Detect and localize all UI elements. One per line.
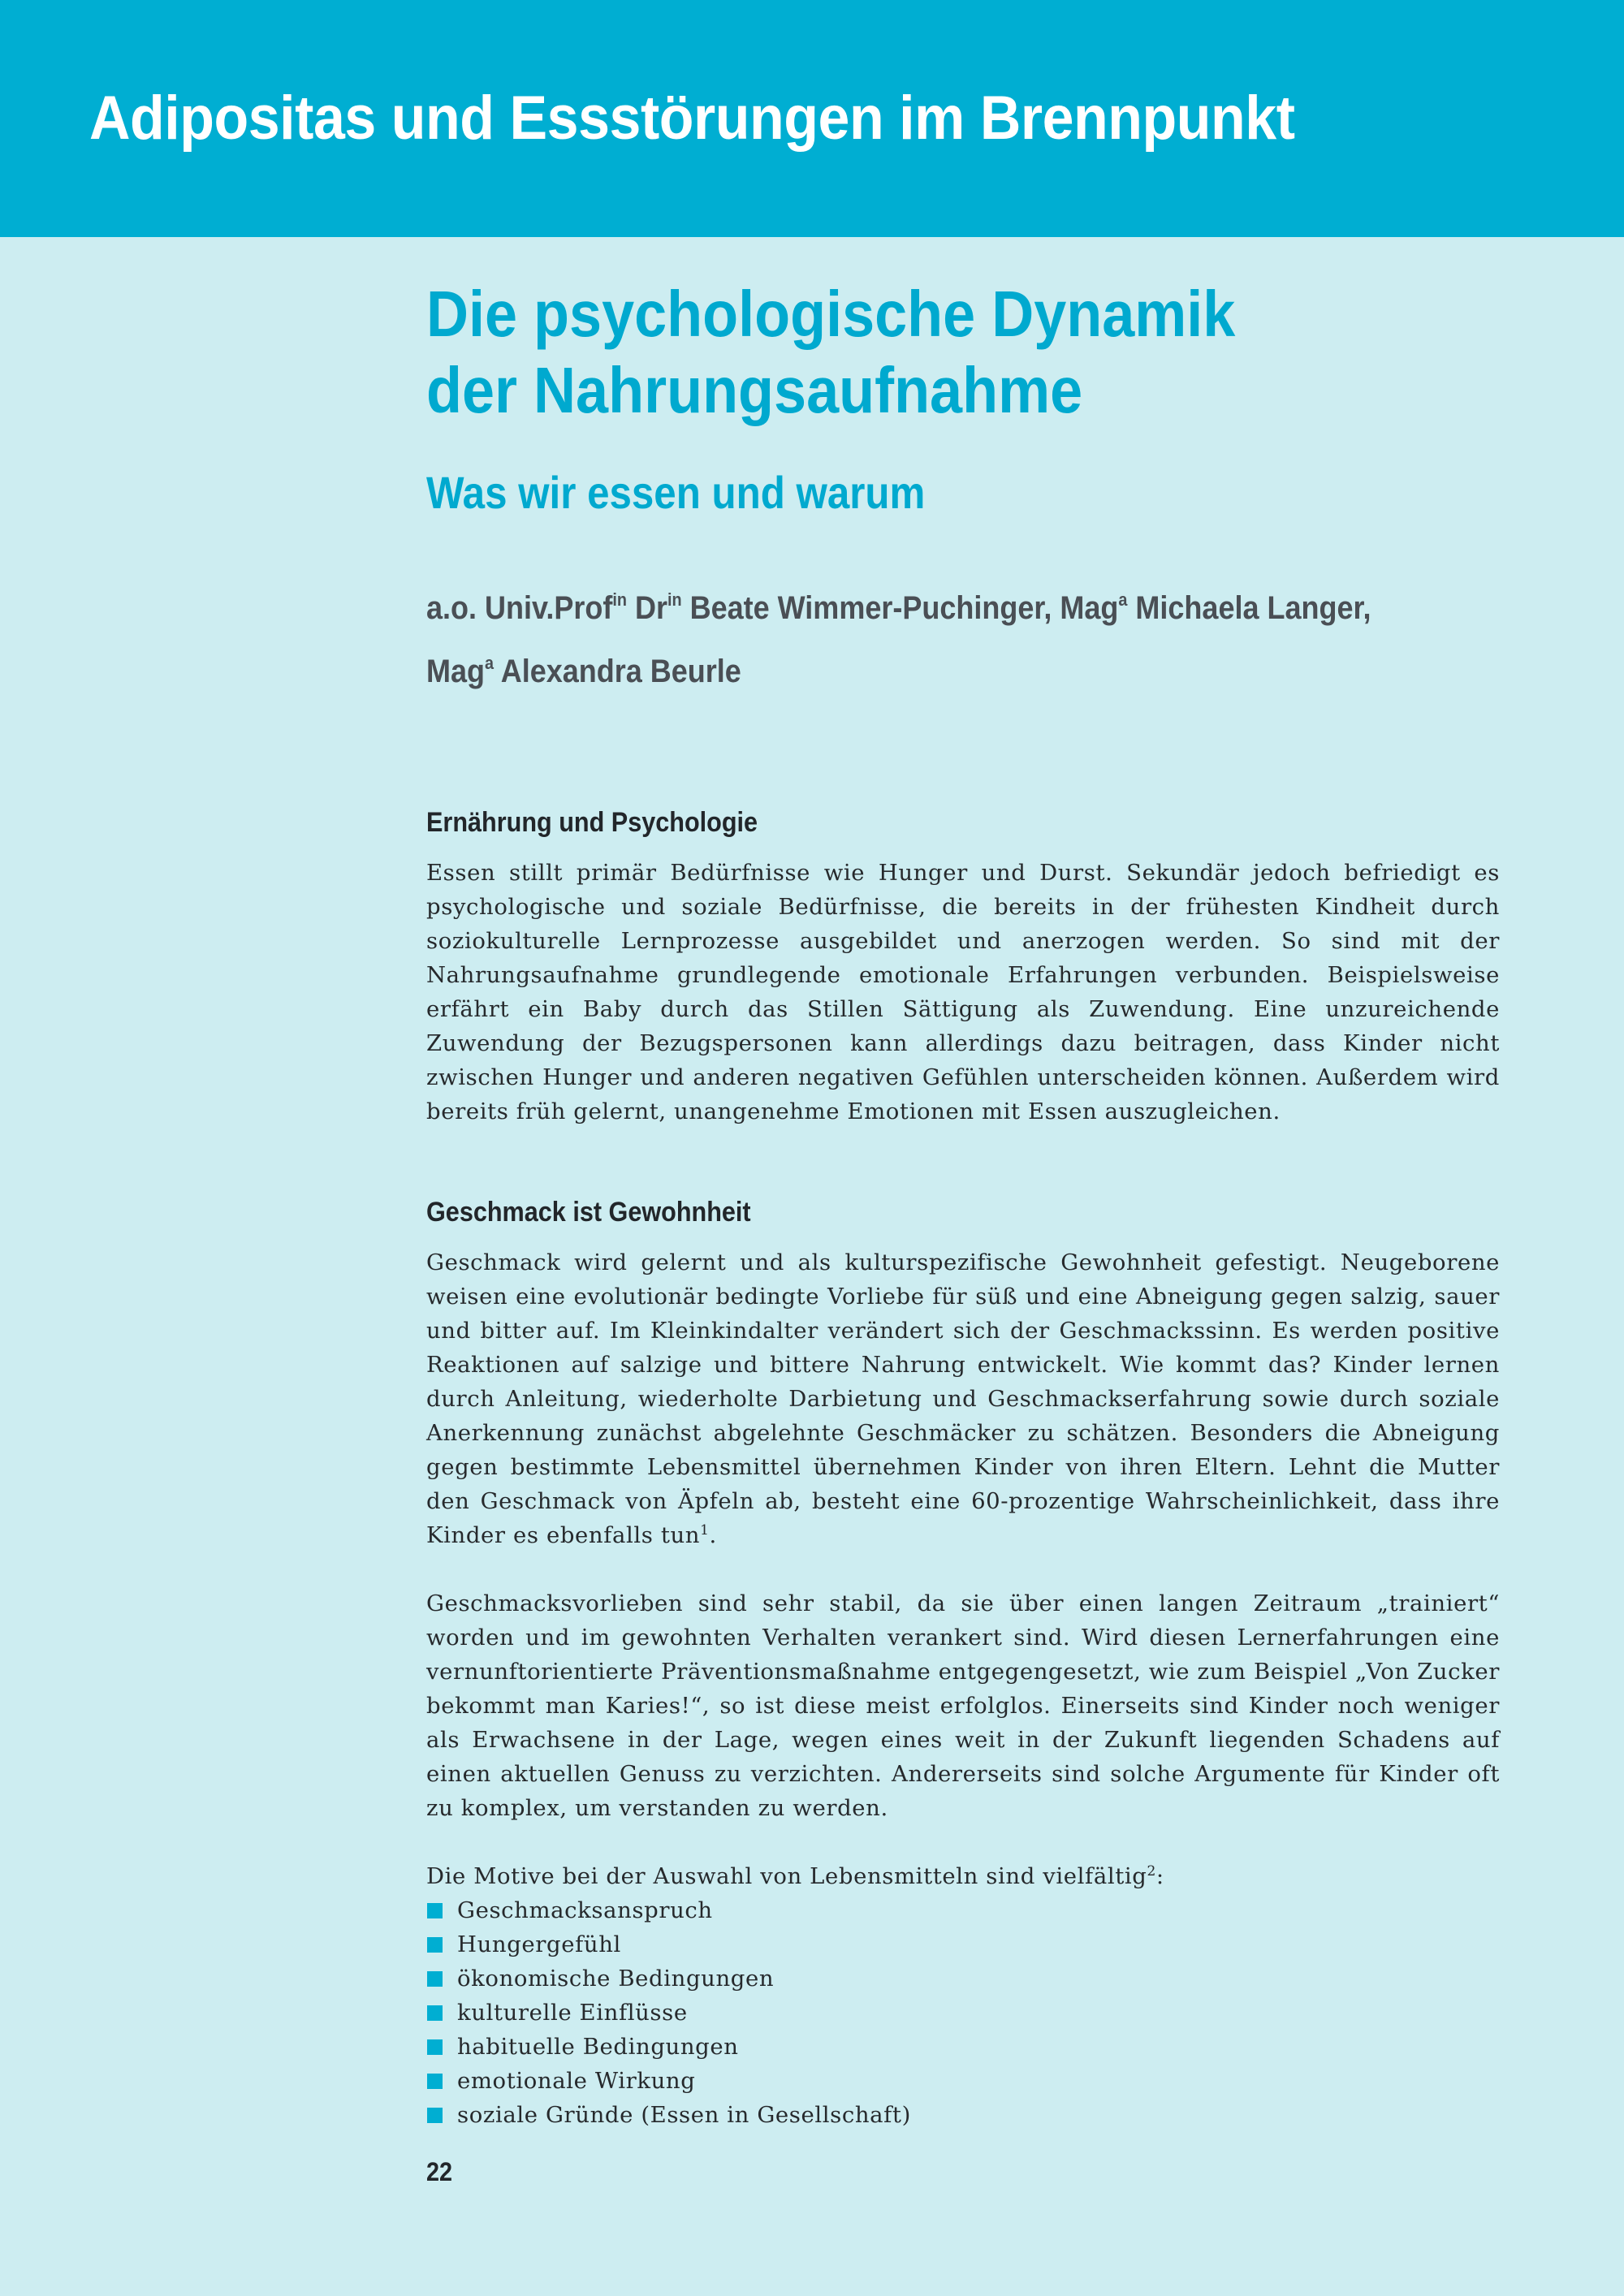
article-title-line-1: Die psychologische Dynamik [426, 278, 1236, 350]
banner-title: Adipositas und Essstörungen im Brennpunkt [89, 84, 1295, 153]
list-intro-text: : [1155, 1863, 1164, 1889]
list-item-text: soziale Gründe (Essen in Gesellschaft) [457, 2102, 911, 2128]
list-item-text: Hungergefühl [457, 1931, 621, 1957]
author-line-2 [426, 640, 1501, 703]
author-text: Beate Wimmer-Puchinger, Mag [681, 590, 1119, 626]
list-item [426, 1996, 1500, 2030]
section-heading: Ernährung und Psychologie [426, 807, 758, 838]
body-paragraph [426, 1245, 1500, 1552]
author-title-suffix: in [612, 589, 627, 610]
list-item [426, 1962, 1500, 1996]
author-title-suffix: in [667, 589, 682, 610]
list-item-text: kulturelle Einflüsse [457, 2000, 688, 2026]
body-paragraph: Essen stillt primär Bedürfnisse wie Hunger und Durst. Sekundär jedoch befriedigt es psychologische und soziale Bedürfnisse, die bereits in der frühesten Kindheit durch soziokulturelle Lernprozesse ausgebildet und anerzogen werden. So sind mit der Nahrungsaufnahme grundlegende emotionale Erfahrungen verbunden. Beispielsweise erfährt ein Baby durch das Stillen Sättigung als Zuwendung. Eine unzureichende Zuwendung der Bezugspersonen kann allerdings dazu beitragen, dass Kinder nicht zwischen Hunger und anderen negativen Gefühlen unterscheiden können. Außerdem wird bereits früh gelernt, unangenehme Emotionen mit Essen auszugleichen. [426, 860, 1500, 1124]
article-title-line-2: der Nahrungsaufnahme [426, 354, 1083, 426]
list-item [426, 2098, 1500, 2132]
list-item [426, 2030, 1500, 2064]
article-subtitle: Was wir essen und warum [426, 467, 926, 518]
author-title-suffix: a [1118, 589, 1128, 610]
section-heading: Geschmack ist Gewohnheit [426, 1197, 751, 1228]
list-intro-text: Die Motive bei der Auswahl von Lebensmitteln sind vielfältig [426, 1863, 1147, 1889]
author-text: Mag [426, 654, 485, 689]
footnote-marker: 2 [1147, 1863, 1156, 1880]
author-title-suffix: a [485, 653, 495, 673]
paragraph-text: . [709, 1522, 717, 1548]
square-bullet-icon [427, 2039, 443, 2055]
footnote-marker: 1 [700, 1522, 710, 1539]
square-bullet-icon [427, 2074, 443, 2089]
list-item [426, 2064, 1500, 2098]
list-intro [426, 1859, 1500, 1893]
header-banner [0, 0, 1624, 237]
body-paragraph: Geschmacksvorlieben sind sehr stabil, da sie über einen langen Zeitraum „trainiert“ worden und im gewohnten Verhalten verankert sind. Wird diesen Lernerfahrungen eine vernunftorientierte Präventionsmaßnahme entgegengesetzt, wie zum Beispiel „Von Zucker bekommt man Karies!“, so ist diese meist erfolglos. Einerseits sind Kinder noch weniger als Erwachsene in der Lage, wegen eines weit in der Zukunft liegenden Schadens auf einen aktuellen Genuss zu verzichten. Andererseits sind solche Argumente für Kinder oft zu komplex, um verstanden zu werden. [426, 1590, 1500, 1821]
list-item-text: ökonomische Bedingungen [457, 1966, 775, 1992]
article-title [426, 276, 1501, 429]
author-line-1 [426, 576, 1501, 640]
author-text: Dr [626, 590, 667, 626]
list-item-text: emotionale Wirkung [457, 2068, 696, 2094]
page-number: 22 [426, 2157, 453, 2186]
author-list [426, 576, 1501, 703]
square-bullet-icon [427, 1937, 443, 1953]
motives-list [426, 1893, 1500, 2132]
list-item [426, 1927, 1500, 1962]
square-bullet-icon [427, 1903, 443, 1918]
list-item [426, 1893, 1500, 1927]
author-text: Michaela Langer, [1127, 590, 1371, 626]
list-item-text: habituelle Bedingungen [457, 2034, 739, 2060]
author-text: Alexandra Beurle [494, 654, 741, 689]
paragraph-text: Geschmack wird gelernt und als kulturspezifische Gewohnheit gefestigt. Neugeborene weisen eine evolutionär bedingte Vorliebe für süß und eine Abneigung gegen salzig, sauer und bitter auf. Im Kleinkindalter verändert sich der Geschmackssinn. Es werden positive Reaktionen auf salzige und bittere Nahrung entwickelt. Wie kommt das? Kinder lernen durch Anleitung, wiederholte Darbietung und Geschmackserfahrung sowie durch soziale Anerkennung zunächst abgelehnte Geschmäcker zu schätzen. Besonders die Abneigung gegen bestimmte Lebensmittel übernehmen Kinder von ihren Eltern. Lehnt die Mutter den Geschmack von Äpfeln ab, besteht eine 60-prozentige Wahrscheinlichkeit, dass ihre Kinder es ebenfalls tun [426, 1249, 1500, 1548]
list-item-text: Geschmacksanspruch [457, 1897, 713, 1923]
square-bullet-icon [427, 1971, 443, 1987]
square-bullet-icon [427, 2005, 443, 2021]
square-bullet-icon [427, 2108, 443, 2123]
author-text: a.o. Univ.Prof [426, 590, 613, 626]
